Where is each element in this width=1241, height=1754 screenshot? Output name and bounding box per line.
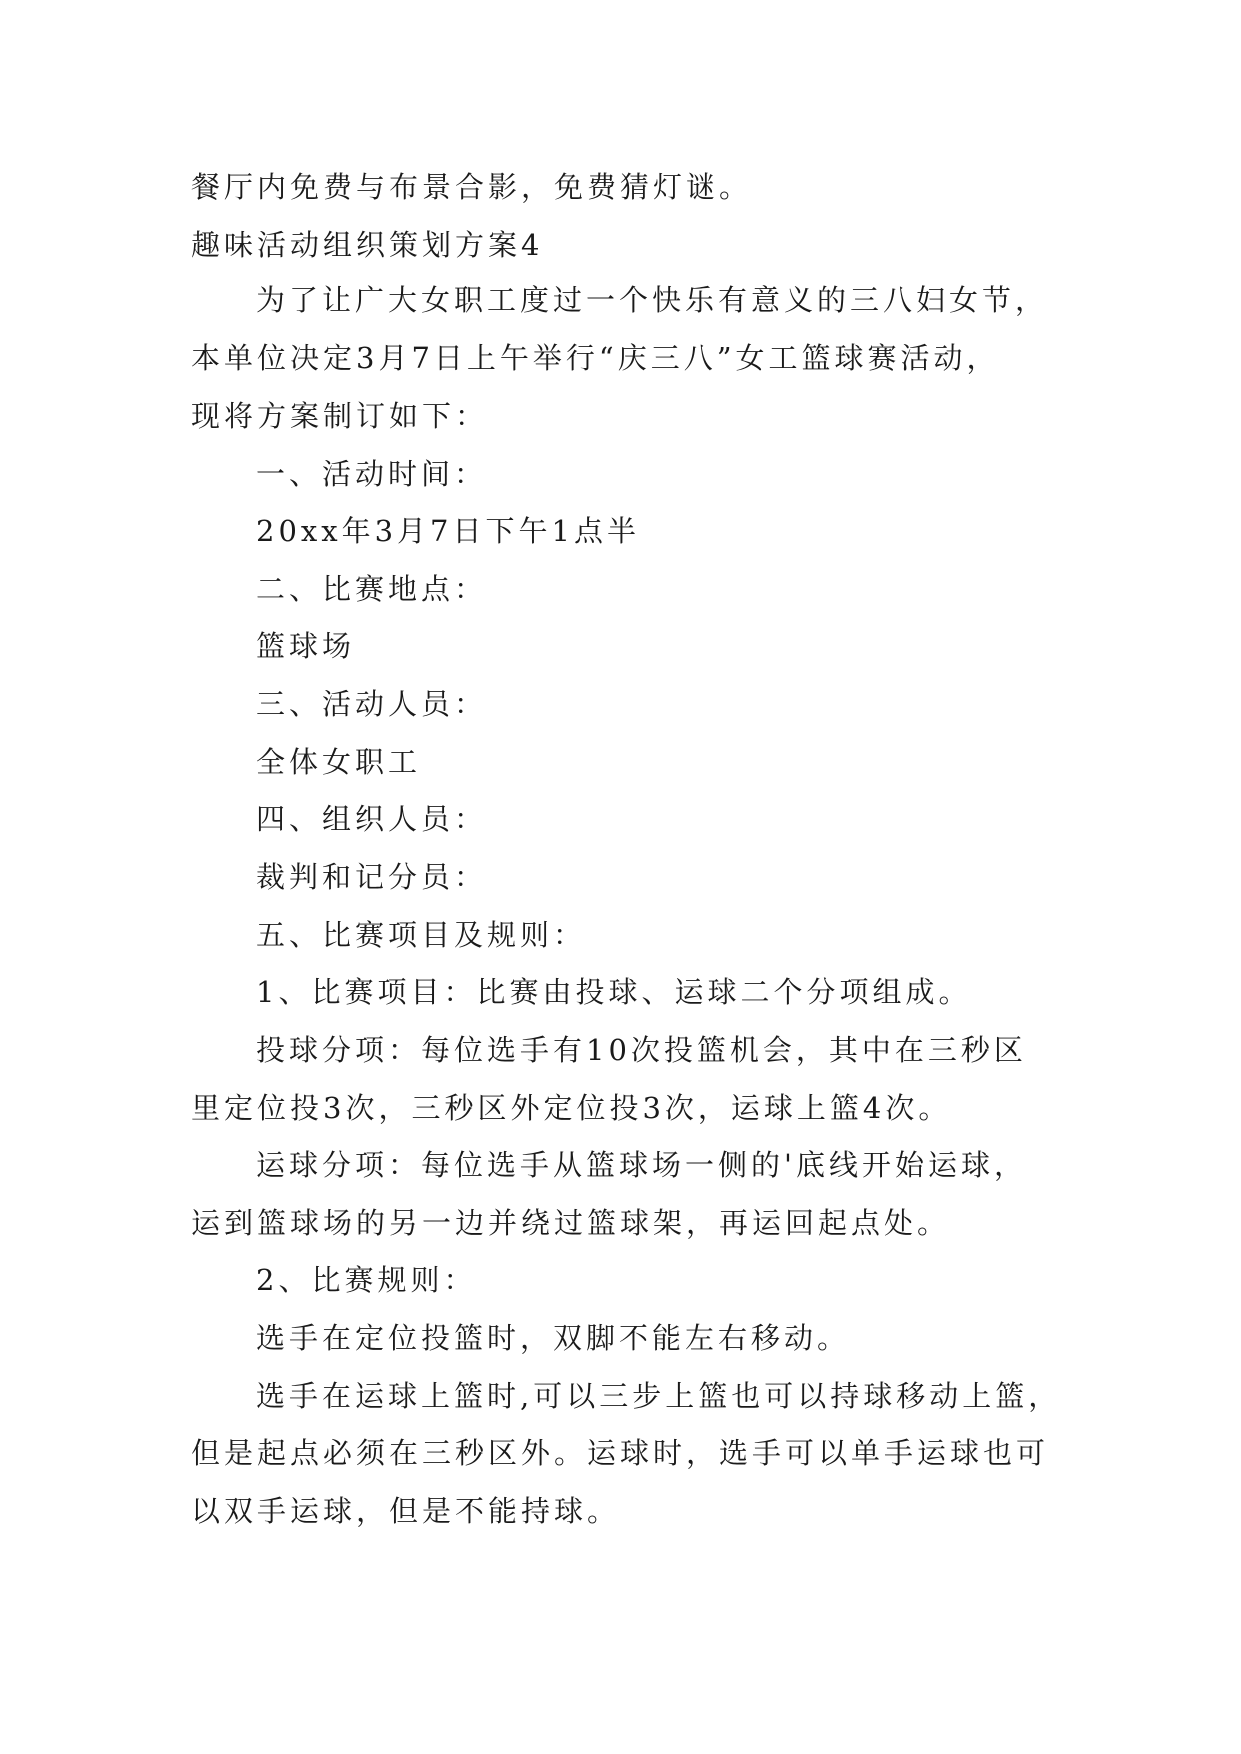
paragraph-line: 但是起点必须在三秒区外。运球时，选手可以单手运球也可 bbox=[191, 1436, 1050, 1470]
section-heading: 趣味活动组织策划方案4 bbox=[191, 228, 544, 262]
item-value: 篮球场 bbox=[256, 629, 356, 663]
paragraph-line: 1、比赛项目：比赛由投球、运球二个分项组成。 bbox=[256, 975, 972, 1009]
item-heading: 一、活动时间： bbox=[256, 457, 488, 491]
paragraph-line: 以双手运球，但是不能持球。 bbox=[191, 1494, 621, 1528]
item-value: 全体女职工 bbox=[256, 745, 422, 779]
paragraph-line: 运到篮球场的另一边并绕过篮球架，再运回起点处。 bbox=[191, 1206, 951, 1240]
paragraph-line: 选手在定位投篮时，双脚不能左右移动。 bbox=[256, 1321, 851, 1355]
item-heading: 2、比赛规则： bbox=[256, 1263, 477, 1297]
paragraph-line: 运球分项：每位选手从篮球场一侧的'底线开始运球， bbox=[256, 1148, 1027, 1182]
paragraph-line: 选手在运球上篮时,可以三步上篮也可以持球移动上篮， bbox=[256, 1379, 1062, 1413]
item-heading: 五、比赛项目及规则： bbox=[256, 918, 587, 952]
item-heading: 三、活动人员： bbox=[256, 687, 488, 721]
paragraph-line: 为了让广大女职工度过一个快乐有意义的三八妇女节， bbox=[256, 283, 1049, 317]
item-heading: 四、组织人员： bbox=[256, 802, 488, 836]
item-value: 20xx年3月7日下午1点半 bbox=[256, 514, 640, 548]
paragraph-line: 投球分项：每位选手有10次投篮机会，其中在三秒区 bbox=[256, 1033, 1027, 1067]
paragraph-line: 现将方案制订如下： bbox=[191, 399, 489, 433]
paragraph-line: 本单位决定3月7日上午举行“庆三八”女工篮球赛活动， bbox=[191, 341, 1000, 375]
item-heading: 二、比赛地点： bbox=[256, 572, 488, 606]
item-value: 裁判和记分员： bbox=[256, 860, 488, 894]
paragraph-line: 里定位投3次，三秒区外定位投3次，运球上篮4次。 bbox=[191, 1091, 952, 1125]
text-line: 餐厅内免费与布景合影，免费猜灯谜。 bbox=[191, 170, 753, 204]
